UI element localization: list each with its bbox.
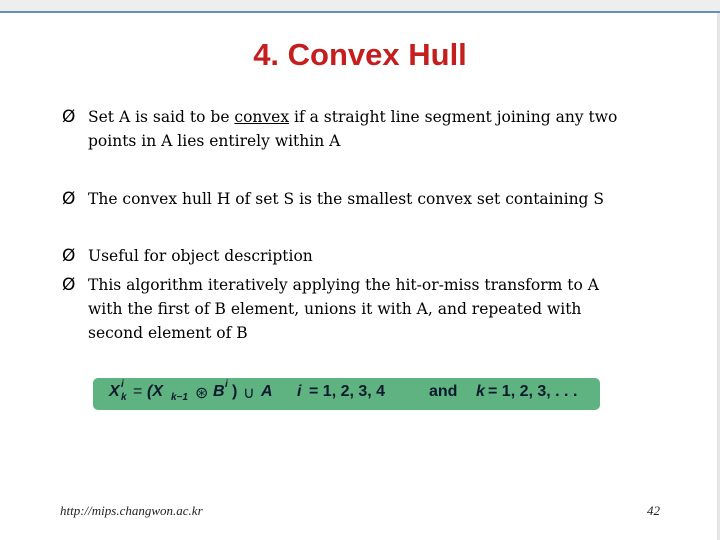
formula-term: (X xyxy=(147,383,163,400)
formula-i: i xyxy=(297,383,302,400)
formula-box xyxy=(93,378,600,410)
formula-b-sup: i xyxy=(225,379,228,390)
formula-equals: = xyxy=(133,383,143,400)
bullet-text-line3: second element of B xyxy=(88,324,248,342)
bullet-text: The convex hull H of set S is the smallest convex set containing S xyxy=(88,190,605,208)
arrow-bullet-icon: Ø xyxy=(62,189,76,209)
bullet-text: Useful for object description xyxy=(88,247,313,265)
formula-b: B xyxy=(213,383,225,400)
formula-term-sub: k−1 xyxy=(171,392,188,403)
formula-close-paren: ) xyxy=(232,383,238,400)
bullet-text: This algorithm iteratively applying the hit-or-miss transform to A xyxy=(88,276,599,294)
formula-lhs: X xyxy=(109,383,120,400)
arrow-bullet-icon: Ø xyxy=(62,275,76,295)
top-divider xyxy=(0,11,720,13)
bullet-convex-definition xyxy=(62,105,662,153)
bullet-text-line2: points in A lies entirely within A xyxy=(88,132,341,150)
formula-k: k xyxy=(476,383,485,400)
bullet-text: Set A is said to be xyxy=(88,108,235,126)
formula-lhs-sub: k xyxy=(121,392,127,403)
formula-lhs-sup: i xyxy=(121,379,124,390)
bullet-text-line2: with the first of B element, unions it with A, and repeated with xyxy=(88,300,582,318)
underlined-term: convex xyxy=(234,108,290,126)
formula-and: and xyxy=(429,383,458,400)
footer-url: http://mips.changwon.ac.kr xyxy=(60,503,203,518)
bullet-object-description xyxy=(62,244,662,268)
formula-hit-or-miss-operator: ⊛ xyxy=(195,385,209,402)
bullet-text: if a straight line segment joining any two xyxy=(289,108,618,126)
formula-i-values: = 1, 2, 3, 4 xyxy=(309,383,386,400)
slide-title: 4. Convex Hull xyxy=(253,37,467,72)
formula-a: A xyxy=(261,383,273,400)
bullet-convex-hull xyxy=(62,187,662,211)
arrow-bullet-icon: Ø xyxy=(62,107,76,127)
formula-k-values: = 1, 2, 3, . . . xyxy=(488,383,578,400)
page-number: 42 xyxy=(647,503,660,518)
bullet-algorithm xyxy=(62,273,662,345)
formula-union: ∪ xyxy=(243,385,255,402)
arrow-bullet-icon: Ø xyxy=(62,246,76,266)
